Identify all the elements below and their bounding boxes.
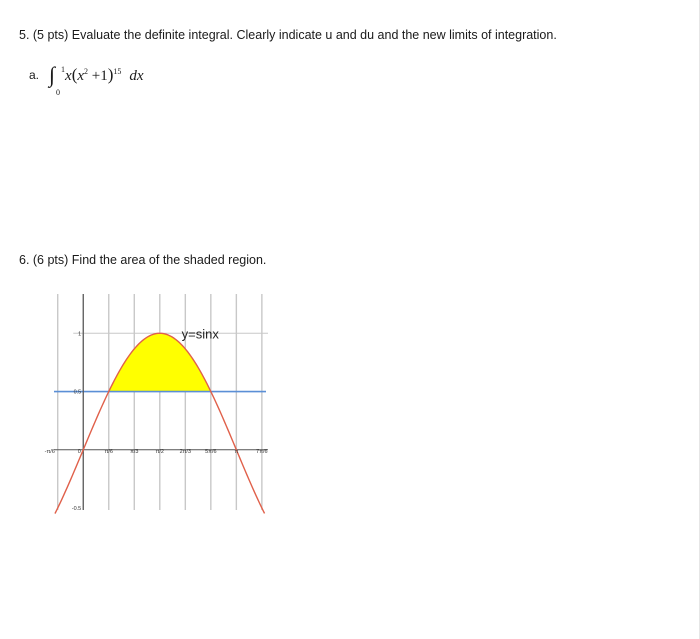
x-tick-label: π/6 [104, 448, 113, 455]
x-tick-label: 0 [77, 448, 81, 455]
x-tick-label: 2π/3 [179, 448, 192, 455]
integrand-x: x [65, 68, 72, 84]
differential: dx [129, 68, 144, 84]
y-tick-label: -0.5 [71, 506, 82, 512]
x-tick-labels [45, 449, 268, 455]
x-tick-label: π [234, 448, 239, 455]
inner-exponent: 2 [84, 67, 89, 76]
integral-symbol: ∫ [49, 62, 56, 87]
integrand: $x(x^2 +1)^{15}$ dx [65, 65, 144, 84]
x-tick-label: 5π/6 [205, 448, 217, 455]
integral-sign [49, 62, 66, 97]
question-5-prompt: 5. (5 pts) Evaluate the definite integral. Clearly indicate u and du and the new limits of integration. [19, 28, 557, 42]
x-tick-label: 7π/6 [256, 448, 268, 455]
inner-base: x [77, 68, 85, 84]
x-tick-label: -π/6 [44, 448, 55, 455]
sine-area-graph [44, 292, 272, 514]
integral-lower-limit: 0 [56, 88, 61, 97]
x-tick-label: π/2 [155, 448, 164, 455]
curve-label: y=sinx [181, 326, 219, 342]
question-5a-integral [29, 62, 144, 97]
grid-lines [58, 294, 268, 510]
outer-exponent: 15 [113, 67, 122, 76]
inner-plus-one: +1 [91, 68, 108, 84]
y-tick-labels [72, 331, 81, 512]
question-6-prompt: 6. (6 pts) Find the area of the shaded region. [19, 253, 267, 267]
integral-upper-limit: 1 [61, 65, 66, 74]
part-a-label: a. [29, 68, 40, 82]
y-tick-label: 0.5 [73, 389, 82, 396]
x-tick-label: π/3 [130, 448, 139, 455]
y-tick-label: 1 [78, 331, 82, 338]
